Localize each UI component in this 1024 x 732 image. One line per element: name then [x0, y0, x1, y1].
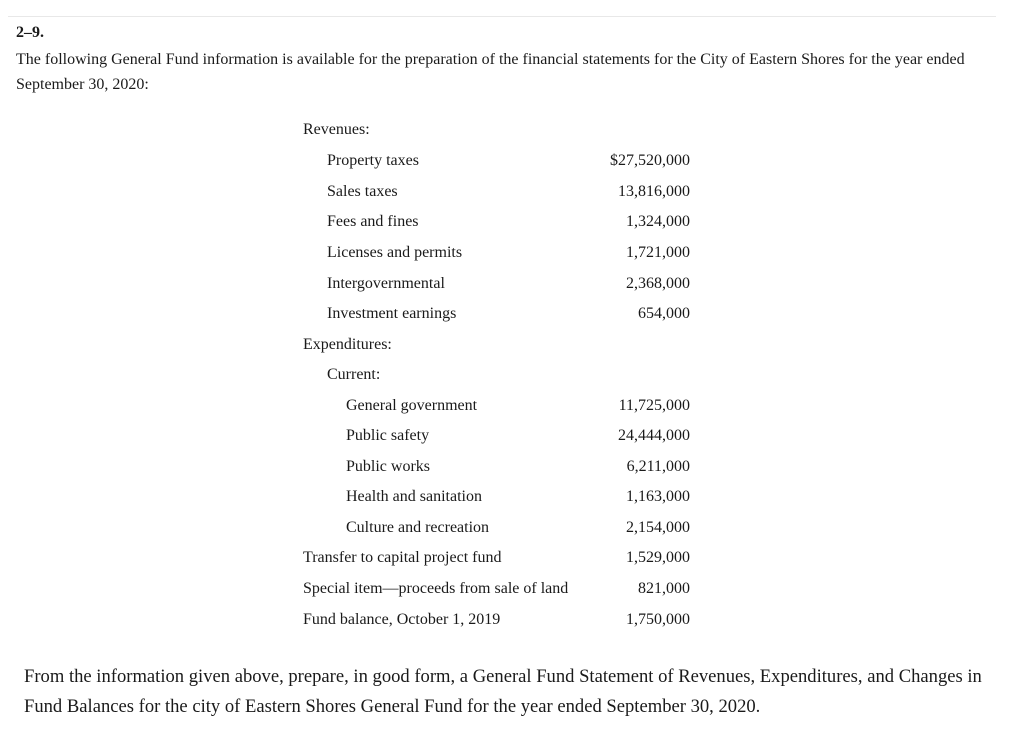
row-label: Intergovernmental	[327, 275, 445, 292]
row-amount: 654,000	[638, 305, 690, 322]
table-row	[303, 149, 690, 173]
row-amount: 821,000	[638, 580, 690, 597]
row-label: Health and sanitation	[346, 488, 482, 505]
table-row	[303, 577, 690, 601]
table-row	[303, 455, 690, 479]
row-label: Property taxes	[327, 152, 419, 169]
row-amount: 2,368,000	[626, 275, 690, 292]
row-amount: 1,324,000	[626, 213, 690, 230]
row-label: General government	[346, 397, 478, 414]
table-row	[303, 424, 690, 448]
table-row	[303, 210, 690, 234]
row-label: Public works	[346, 458, 430, 475]
current-heading: Current:	[327, 366, 381, 383]
table-row	[303, 241, 690, 265]
table-row	[303, 485, 690, 509]
row-amount: 24,444,000	[618, 427, 690, 444]
row-label: Public safety	[346, 427, 430, 444]
row-amount: $27,520,000	[610, 152, 690, 169]
expenditures-heading: Expenditures:	[303, 336, 392, 353]
table-row	[303, 272, 690, 296]
table-row	[303, 394, 690, 418]
row-label: Investment earnings	[327, 305, 457, 322]
table-row	[303, 608, 690, 632]
row-amount: 2,154,000	[626, 519, 690, 536]
table-row	[303, 546, 690, 570]
row-amount: 1,529,000	[626, 549, 690, 566]
row-label: Special item—proceeds from sale of land	[303, 580, 569, 597]
instruction-text: From the information given above, prepare, in good form, a General Fund Statement of Revenues, Expenditures, and Changes in Fund Balances for the city of Eastern Shores General Fund for the year ended September 30, 2020.	[24, 666, 982, 717]
row-label: Fees and fines	[327, 213, 419, 230]
row-amount: 1,163,000	[626, 488, 690, 505]
row-label: Culture and recreation	[346, 519, 490, 536]
row-label: Sales taxes	[327, 183, 398, 200]
row-label: Licenses and permits	[327, 244, 463, 261]
row-amount: 1,721,000	[626, 244, 690, 261]
top-divider	[8, 16, 996, 17]
problem-number: 2–9.	[16, 24, 44, 41]
problem-intro: The following General Fund information is available for the preparation of the financial statements for the City of Eastern Shores for the year ended September 30, 2020:	[16, 51, 965, 93]
row-amount: 11,725,000	[618, 397, 690, 414]
row-label: Fund balance, October 1, 2019	[303, 611, 501, 628]
row-amount: 6,211,000	[626, 458, 690, 475]
row-amount: 13,816,000	[618, 183, 690, 200]
table-row	[303, 516, 690, 540]
row-label: Transfer to capital project fund	[303, 549, 502, 566]
table-row	[303, 302, 690, 326]
revenues-heading: Revenues:	[303, 121, 370, 138]
row-amount: 1,750,000	[626, 611, 690, 628]
table-row	[303, 180, 690, 204]
